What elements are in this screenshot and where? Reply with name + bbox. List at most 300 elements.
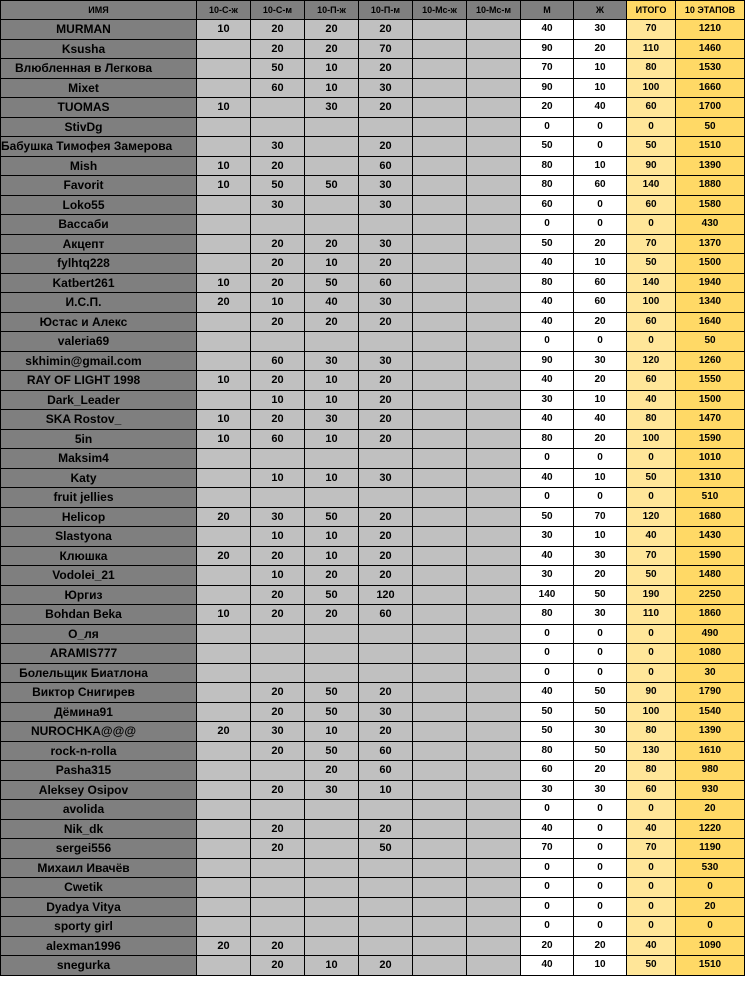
category-cell: 50 bbox=[359, 839, 413, 859]
stages-total-cell: 0 bbox=[676, 917, 745, 937]
stages-total-cell: 1610 bbox=[676, 741, 745, 761]
category-cell bbox=[467, 683, 521, 703]
category-cell bbox=[251, 117, 305, 137]
category-cell bbox=[467, 644, 521, 664]
stages-total-cell: 1680 bbox=[676, 507, 745, 527]
gender-total-cell: 30 bbox=[574, 20, 627, 40]
category-cell: 50 bbox=[305, 585, 359, 605]
table-row bbox=[1, 468, 745, 488]
participant-name: fruit jellies bbox=[1, 488, 197, 508]
gender-total-cell: 40 bbox=[574, 410, 627, 430]
stages-total-cell: 1860 bbox=[676, 605, 745, 625]
category-cell bbox=[413, 410, 467, 430]
participant-name: Favorit bbox=[1, 176, 197, 196]
stages-total-cell: 20 bbox=[676, 800, 745, 820]
category-cell bbox=[413, 644, 467, 664]
category-cell: 20 bbox=[251, 605, 305, 625]
category-cell: 10 bbox=[305, 468, 359, 488]
gender-total-cell: 0 bbox=[521, 897, 574, 917]
table-row bbox=[1, 273, 745, 293]
table-row bbox=[1, 663, 745, 683]
gender-total-cell: 0 bbox=[521, 644, 574, 664]
total-cell: 50 bbox=[627, 468, 676, 488]
category-cell: 30 bbox=[305, 410, 359, 430]
table-row bbox=[1, 722, 745, 742]
total-cell: 60 bbox=[627, 312, 676, 332]
category-cell bbox=[413, 137, 467, 157]
gender-total-cell: 40 bbox=[521, 956, 574, 976]
gender-total-cell: 70 bbox=[521, 839, 574, 859]
category-cell bbox=[197, 332, 251, 352]
total-cell: 0 bbox=[627, 488, 676, 508]
gender-total-cell: 0 bbox=[574, 917, 627, 937]
category-cell: 20 bbox=[359, 507, 413, 527]
participant-name: RAY OF LIGHT 1998 bbox=[1, 371, 197, 391]
category-cell: 50 bbox=[305, 741, 359, 761]
gender-total-cell: 20 bbox=[574, 371, 627, 391]
category-cell: 30 bbox=[359, 293, 413, 313]
participant-name: alexman1996 bbox=[1, 936, 197, 956]
gender-total-cell: 140 bbox=[521, 585, 574, 605]
gender-total-cell: 0 bbox=[574, 195, 627, 215]
total-cell: 0 bbox=[627, 117, 676, 137]
category-cell: 30 bbox=[305, 351, 359, 371]
table-row bbox=[1, 371, 745, 391]
category-cell bbox=[251, 858, 305, 878]
column-header-s-w: 10-С-ж bbox=[197, 1, 251, 20]
category-cell: 30 bbox=[305, 98, 359, 118]
table-header bbox=[1, 1, 745, 20]
total-cell: 70 bbox=[627, 20, 676, 40]
category-cell bbox=[467, 566, 521, 586]
stages-total-cell: 1640 bbox=[676, 312, 745, 332]
total-cell: 40 bbox=[627, 527, 676, 547]
category-cell bbox=[467, 839, 521, 859]
gender-total-cell: 80 bbox=[521, 605, 574, 625]
category-cell: 20 bbox=[197, 507, 251, 527]
category-cell: 20 bbox=[251, 39, 305, 59]
gender-total-cell: 30 bbox=[574, 780, 627, 800]
participant-name: Болельщик Биатлона bbox=[1, 663, 197, 683]
total-cell: 130 bbox=[627, 741, 676, 761]
category-cell bbox=[467, 488, 521, 508]
category-cell bbox=[467, 819, 521, 839]
gender-total-cell: 50 bbox=[574, 585, 627, 605]
category-cell bbox=[467, 624, 521, 644]
category-cell: 10 bbox=[359, 780, 413, 800]
stages-total-cell: 1010 bbox=[676, 449, 745, 469]
category-cell: 20 bbox=[251, 273, 305, 293]
total-cell: 0 bbox=[627, 917, 676, 937]
category-cell bbox=[197, 254, 251, 274]
category-cell bbox=[413, 449, 467, 469]
gender-total-cell: 90 bbox=[521, 39, 574, 59]
category-cell: 60 bbox=[251, 351, 305, 371]
category-cell bbox=[197, 644, 251, 664]
table-row bbox=[1, 195, 745, 215]
category-cell bbox=[413, 98, 467, 118]
gender-total-cell: 40 bbox=[521, 468, 574, 488]
category-cell bbox=[197, 878, 251, 898]
category-cell bbox=[413, 390, 467, 410]
category-cell bbox=[197, 78, 251, 98]
participant-name: Katbert261 bbox=[1, 273, 197, 293]
stages-total-cell: 1580 bbox=[676, 195, 745, 215]
table-row bbox=[1, 234, 745, 254]
category-cell bbox=[467, 98, 521, 118]
table-row bbox=[1, 819, 745, 839]
gender-total-cell: 20 bbox=[521, 936, 574, 956]
category-cell bbox=[413, 839, 467, 859]
category-cell: 10 bbox=[305, 78, 359, 98]
stages-total-cell: 1370 bbox=[676, 234, 745, 254]
stages-total-cell: 1700 bbox=[676, 98, 745, 118]
gender-total-cell: 50 bbox=[574, 683, 627, 703]
gender-total-cell: 80 bbox=[521, 429, 574, 449]
participant-name: Виктор Снигирев bbox=[1, 683, 197, 703]
category-cell bbox=[305, 137, 359, 157]
total-cell: 0 bbox=[627, 897, 676, 917]
column-header-ms-w: 10-Мс-ж bbox=[413, 1, 467, 20]
category-cell bbox=[251, 878, 305, 898]
category-cell bbox=[359, 897, 413, 917]
category-cell: 20 bbox=[359, 390, 413, 410]
gender-total-cell: 60 bbox=[574, 273, 627, 293]
total-cell: 0 bbox=[627, 624, 676, 644]
stages-total-cell: 0 bbox=[676, 878, 745, 898]
category-cell bbox=[359, 858, 413, 878]
category-cell: 30 bbox=[359, 468, 413, 488]
participant-name: fylhtq228 bbox=[1, 254, 197, 274]
total-cell: 100 bbox=[627, 429, 676, 449]
category-cell bbox=[467, 293, 521, 313]
category-cell: 20 bbox=[359, 371, 413, 391]
category-cell: 50 bbox=[305, 683, 359, 703]
category-cell: 20 bbox=[305, 20, 359, 40]
category-cell bbox=[305, 624, 359, 644]
category-cell: 50 bbox=[305, 176, 359, 196]
category-cell: 10 bbox=[305, 546, 359, 566]
table-row bbox=[1, 215, 745, 235]
category-cell bbox=[413, 546, 467, 566]
category-cell: 10 bbox=[197, 605, 251, 625]
stages-total-cell: 1090 bbox=[676, 936, 745, 956]
table-row bbox=[1, 156, 745, 176]
total-cell: 0 bbox=[627, 449, 676, 469]
table-row bbox=[1, 839, 745, 859]
participant-name: MURMAN bbox=[1, 20, 197, 40]
gender-total-cell: 0 bbox=[574, 663, 627, 683]
total-cell: 60 bbox=[627, 98, 676, 118]
category-cell bbox=[467, 215, 521, 235]
category-cell bbox=[413, 819, 467, 839]
category-cell bbox=[305, 819, 359, 839]
participant-name: SKA Rostov_ bbox=[1, 410, 197, 430]
participant-name: Dark_Leader bbox=[1, 390, 197, 410]
gender-total-cell: 60 bbox=[521, 761, 574, 781]
gender-total-cell: 10 bbox=[574, 468, 627, 488]
gender-total-cell: 0 bbox=[574, 215, 627, 235]
gender-total-cell: 80 bbox=[521, 176, 574, 196]
category-cell bbox=[251, 897, 305, 917]
category-cell bbox=[359, 936, 413, 956]
column-header-p-w: 10-П-ж bbox=[305, 1, 359, 20]
category-cell bbox=[359, 117, 413, 137]
table-row bbox=[1, 761, 745, 781]
category-cell bbox=[413, 585, 467, 605]
category-cell: 30 bbox=[305, 780, 359, 800]
category-cell bbox=[305, 117, 359, 137]
category-cell bbox=[359, 878, 413, 898]
gender-total-cell: 0 bbox=[574, 897, 627, 917]
category-cell bbox=[197, 897, 251, 917]
category-cell: 50 bbox=[251, 59, 305, 79]
table-row bbox=[1, 644, 745, 664]
table-row bbox=[1, 449, 745, 469]
category-cell: 20 bbox=[359, 254, 413, 274]
category-cell: 20 bbox=[359, 683, 413, 703]
category-cell bbox=[305, 156, 359, 176]
category-cell bbox=[467, 741, 521, 761]
participant-name: Pasha315 bbox=[1, 761, 197, 781]
total-cell: 70 bbox=[627, 839, 676, 859]
category-cell: 30 bbox=[251, 137, 305, 157]
category-cell: 20 bbox=[251, 702, 305, 722]
participant-name: Loko55 bbox=[1, 195, 197, 215]
category-cell: 30 bbox=[359, 702, 413, 722]
total-cell: 0 bbox=[627, 644, 676, 664]
category-cell: 20 bbox=[251, 585, 305, 605]
stages-total-cell: 1310 bbox=[676, 468, 745, 488]
total-cell: 80 bbox=[627, 722, 676, 742]
category-cell bbox=[197, 956, 251, 976]
category-cell bbox=[359, 624, 413, 644]
table-row bbox=[1, 624, 745, 644]
gender-total-cell: 20 bbox=[521, 98, 574, 118]
category-cell: 30 bbox=[359, 176, 413, 196]
category-cell bbox=[413, 858, 467, 878]
category-cell bbox=[467, 585, 521, 605]
participant-name: rock-n-rolla bbox=[1, 741, 197, 761]
category-cell: 20 bbox=[305, 312, 359, 332]
category-cell bbox=[467, 195, 521, 215]
participant-name: Vodolei_21 bbox=[1, 566, 197, 586]
total-cell: 60 bbox=[627, 780, 676, 800]
total-cell: 0 bbox=[627, 332, 676, 352]
participant-name: NUROCHKA@@@ bbox=[1, 722, 197, 742]
participant-name: Katy bbox=[1, 468, 197, 488]
participant-name: valeria69 bbox=[1, 332, 197, 352]
gender-total-cell: 30 bbox=[521, 780, 574, 800]
table-row bbox=[1, 332, 745, 352]
table-row bbox=[1, 351, 745, 371]
category-cell bbox=[251, 98, 305, 118]
total-cell: 120 bbox=[627, 351, 676, 371]
category-cell: 10 bbox=[305, 59, 359, 79]
category-cell: 20 bbox=[359, 98, 413, 118]
total-cell: 110 bbox=[627, 605, 676, 625]
category-cell bbox=[413, 332, 467, 352]
category-cell bbox=[197, 137, 251, 157]
column-header-w: Ж bbox=[574, 1, 627, 20]
total-cell: 190 bbox=[627, 585, 676, 605]
total-cell: 110 bbox=[627, 39, 676, 59]
category-cell bbox=[197, 839, 251, 859]
participant-name: О_ля bbox=[1, 624, 197, 644]
category-cell bbox=[467, 722, 521, 742]
participant-name: avolida bbox=[1, 800, 197, 820]
category-cell: 50 bbox=[251, 176, 305, 196]
category-cell bbox=[467, 254, 521, 274]
table-row bbox=[1, 254, 745, 274]
total-cell: 0 bbox=[627, 215, 676, 235]
participant-name: Юргиз bbox=[1, 585, 197, 605]
category-cell bbox=[467, 800, 521, 820]
total-cell: 50 bbox=[627, 254, 676, 274]
category-cell bbox=[467, 371, 521, 391]
total-cell: 70 bbox=[627, 546, 676, 566]
category-cell bbox=[467, 273, 521, 293]
category-cell bbox=[467, 663, 521, 683]
participant-name: И.С.П. bbox=[1, 293, 197, 313]
category-cell bbox=[467, 59, 521, 79]
category-cell: 10 bbox=[197, 98, 251, 118]
total-cell: 100 bbox=[627, 702, 676, 722]
category-cell bbox=[467, 137, 521, 157]
gender-total-cell: 90 bbox=[521, 78, 574, 98]
gender-total-cell: 40 bbox=[521, 410, 574, 430]
category-cell bbox=[251, 761, 305, 781]
category-cell bbox=[359, 644, 413, 664]
category-cell: 20 bbox=[251, 546, 305, 566]
category-cell bbox=[413, 293, 467, 313]
category-cell bbox=[413, 371, 467, 391]
gender-total-cell: 20 bbox=[574, 234, 627, 254]
category-cell bbox=[413, 956, 467, 976]
category-cell bbox=[467, 897, 521, 917]
stages-total-cell: 1660 bbox=[676, 78, 745, 98]
category-cell: 30 bbox=[359, 351, 413, 371]
stages-total-cell: 1430 bbox=[676, 527, 745, 547]
gender-total-cell: 70 bbox=[574, 507, 627, 527]
category-cell bbox=[251, 215, 305, 235]
category-cell bbox=[305, 215, 359, 235]
category-cell bbox=[413, 741, 467, 761]
gender-total-cell: 10 bbox=[574, 527, 627, 547]
table-row bbox=[1, 293, 745, 313]
gender-total-cell: 20 bbox=[574, 761, 627, 781]
category-cell bbox=[305, 488, 359, 508]
category-cell: 20 bbox=[251, 371, 305, 391]
category-cell: 10 bbox=[197, 176, 251, 196]
category-cell bbox=[467, 312, 521, 332]
category-cell bbox=[251, 449, 305, 469]
category-cell: 20 bbox=[251, 254, 305, 274]
category-cell: 20 bbox=[359, 410, 413, 430]
category-cell bbox=[197, 917, 251, 937]
stages-total-cell: 1260 bbox=[676, 351, 745, 371]
category-cell: 10 bbox=[197, 371, 251, 391]
participant-name: Дёмина91 bbox=[1, 702, 197, 722]
category-cell bbox=[305, 839, 359, 859]
category-cell bbox=[467, 468, 521, 488]
category-cell: 10 bbox=[305, 722, 359, 742]
category-cell: 20 bbox=[359, 312, 413, 332]
category-cell bbox=[467, 936, 521, 956]
category-cell: 10 bbox=[305, 429, 359, 449]
participant-name: Бабушка Тимофея Замерова bbox=[1, 137, 197, 157]
participant-name: Влюбленная в Легкова bbox=[1, 59, 197, 79]
category-cell bbox=[197, 702, 251, 722]
table-row bbox=[1, 605, 745, 625]
category-cell bbox=[413, 312, 467, 332]
participant-name: Mixet bbox=[1, 78, 197, 98]
category-cell bbox=[413, 176, 467, 196]
stages-total-cell: 1530 bbox=[676, 59, 745, 79]
participant-name: Cwetik bbox=[1, 878, 197, 898]
table-row bbox=[1, 702, 745, 722]
category-cell bbox=[197, 527, 251, 547]
category-cell: 10 bbox=[251, 566, 305, 586]
category-cell: 60 bbox=[359, 761, 413, 781]
category-cell bbox=[197, 858, 251, 878]
category-cell bbox=[467, 878, 521, 898]
category-cell: 20 bbox=[359, 429, 413, 449]
category-cell bbox=[197, 351, 251, 371]
category-cell: 30 bbox=[359, 195, 413, 215]
gender-total-cell: 10 bbox=[574, 956, 627, 976]
category-cell: 50 bbox=[305, 507, 359, 527]
total-cell: 100 bbox=[627, 78, 676, 98]
category-cell bbox=[467, 390, 521, 410]
participant-name: Maksim4 bbox=[1, 449, 197, 469]
category-cell: 20 bbox=[305, 39, 359, 59]
gender-total-cell: 0 bbox=[521, 917, 574, 937]
category-cell bbox=[197, 780, 251, 800]
category-cell: 10 bbox=[197, 273, 251, 293]
stages-total-cell: 1190 bbox=[676, 839, 745, 859]
table-row bbox=[1, 878, 745, 898]
total-cell: 140 bbox=[627, 176, 676, 196]
category-cell bbox=[467, 702, 521, 722]
category-cell bbox=[413, 117, 467, 137]
category-cell bbox=[305, 878, 359, 898]
category-cell: 120 bbox=[359, 585, 413, 605]
table-body bbox=[1, 20, 745, 976]
gender-total-cell: 40 bbox=[521, 20, 574, 40]
category-cell: 30 bbox=[359, 234, 413, 254]
category-cell bbox=[413, 527, 467, 547]
table-row bbox=[1, 897, 745, 917]
category-cell: 60 bbox=[359, 156, 413, 176]
gender-total-cell: 30 bbox=[521, 527, 574, 547]
gender-total-cell: 0 bbox=[521, 332, 574, 352]
category-cell bbox=[413, 429, 467, 449]
table-row bbox=[1, 546, 745, 566]
participant-name: StivDg bbox=[1, 117, 197, 137]
category-cell: 20 bbox=[197, 936, 251, 956]
total-cell: 100 bbox=[627, 293, 676, 313]
gender-total-cell: 10 bbox=[574, 78, 627, 98]
gender-total-cell: 10 bbox=[574, 254, 627, 274]
total-cell: 140 bbox=[627, 273, 676, 293]
gender-total-cell: 0 bbox=[574, 878, 627, 898]
gender-total-cell: 60 bbox=[574, 176, 627, 196]
category-cell bbox=[413, 702, 467, 722]
category-cell bbox=[305, 917, 359, 937]
category-cell: 10 bbox=[197, 156, 251, 176]
category-cell bbox=[413, 488, 467, 508]
